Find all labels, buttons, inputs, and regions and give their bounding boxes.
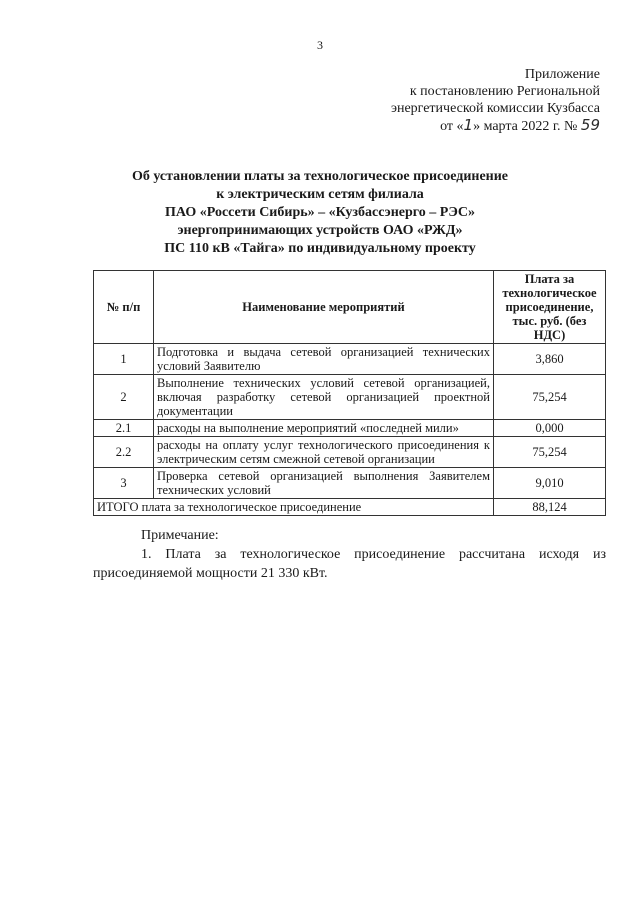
page-number: 3 xyxy=(317,38,323,52)
table-header-row xyxy=(94,271,606,344)
note-item: 1. Плата за технологическое присоединение рассчитана исходя из присоединяемой мощности 21 330 кВт. xyxy=(93,547,606,581)
handwritten-number: 59 xyxy=(580,116,600,134)
row-cost: 9,010 xyxy=(494,468,606,499)
date-middle: » марта 2022 г. № xyxy=(473,119,578,134)
row-name: Проверка сетевой организацией выполнения Заявителем технических условий xyxy=(154,468,494,499)
row-name: Подготовка и выдача сетевой организацией технических условий Заявителю xyxy=(154,344,494,375)
document-title xyxy=(0,168,640,258)
row-name: расходы на выполнение мероприятий «последней мили» xyxy=(154,420,494,437)
appendix-title: Приложение xyxy=(524,67,600,82)
table-row xyxy=(94,375,606,420)
title-line-5: ПС 110 кВ «Тайга» по индивидуальному проекту xyxy=(164,241,476,256)
row-name: расходы на оплату услуг технологического присоединения к электрическим сетям смежной сетевой организации xyxy=(154,437,494,468)
row-cost: 75,254 xyxy=(494,437,606,468)
note-section xyxy=(93,526,606,583)
header-name: Наименование мероприятий xyxy=(154,271,494,344)
appendix-resolution: к постановлению Региональной xyxy=(409,84,600,99)
total-cost: 88,124 xyxy=(494,499,606,516)
title-line-1: Об установлении платы за технологическое присоединение xyxy=(131,169,509,184)
appendix-commission: энергетической комиссии Кузбасса xyxy=(390,101,600,116)
header-num: № п/п xyxy=(94,271,154,344)
header-cost: Плата за технологическое присоединение, тыс. руб. (без НДС) xyxy=(494,271,606,344)
row-num: 1 xyxy=(94,344,154,375)
row-cost: 0,000 xyxy=(494,420,606,437)
row-num: 2 xyxy=(94,375,154,420)
row-name: Выполнение технических условий сетевой организацией, включая разработку сетевой организацией проектной документации xyxy=(154,375,494,420)
table-total-row xyxy=(94,499,606,516)
row-cost: 75,254 xyxy=(494,375,606,420)
appendix-header xyxy=(300,66,600,135)
title-line-4: энергопринимающих устройств ОАО «РЖД» xyxy=(177,223,463,238)
handwritten-day: 1 xyxy=(463,116,474,134)
table-row xyxy=(94,468,606,499)
appendix-date-line xyxy=(300,117,600,135)
table-row xyxy=(94,420,606,437)
fee-table xyxy=(93,270,606,516)
row-cost: 3,860 xyxy=(494,344,606,375)
note-heading: Примечание: xyxy=(141,528,219,543)
row-num: 2.2 xyxy=(94,437,154,468)
row-num: 2.1 xyxy=(94,420,154,437)
date-prefix: от « xyxy=(440,119,464,134)
table-row xyxy=(94,437,606,468)
title-line-2: к электрическим сетям филиала xyxy=(216,187,424,202)
title-line-3: ПАО «Россети Сибирь» – «Кузбассэнерго – РЭС» xyxy=(165,205,475,220)
total-label: ИТОГО плата за технологическое присоединение xyxy=(94,499,494,516)
row-num: 3 xyxy=(94,468,154,499)
table-row xyxy=(94,344,606,375)
